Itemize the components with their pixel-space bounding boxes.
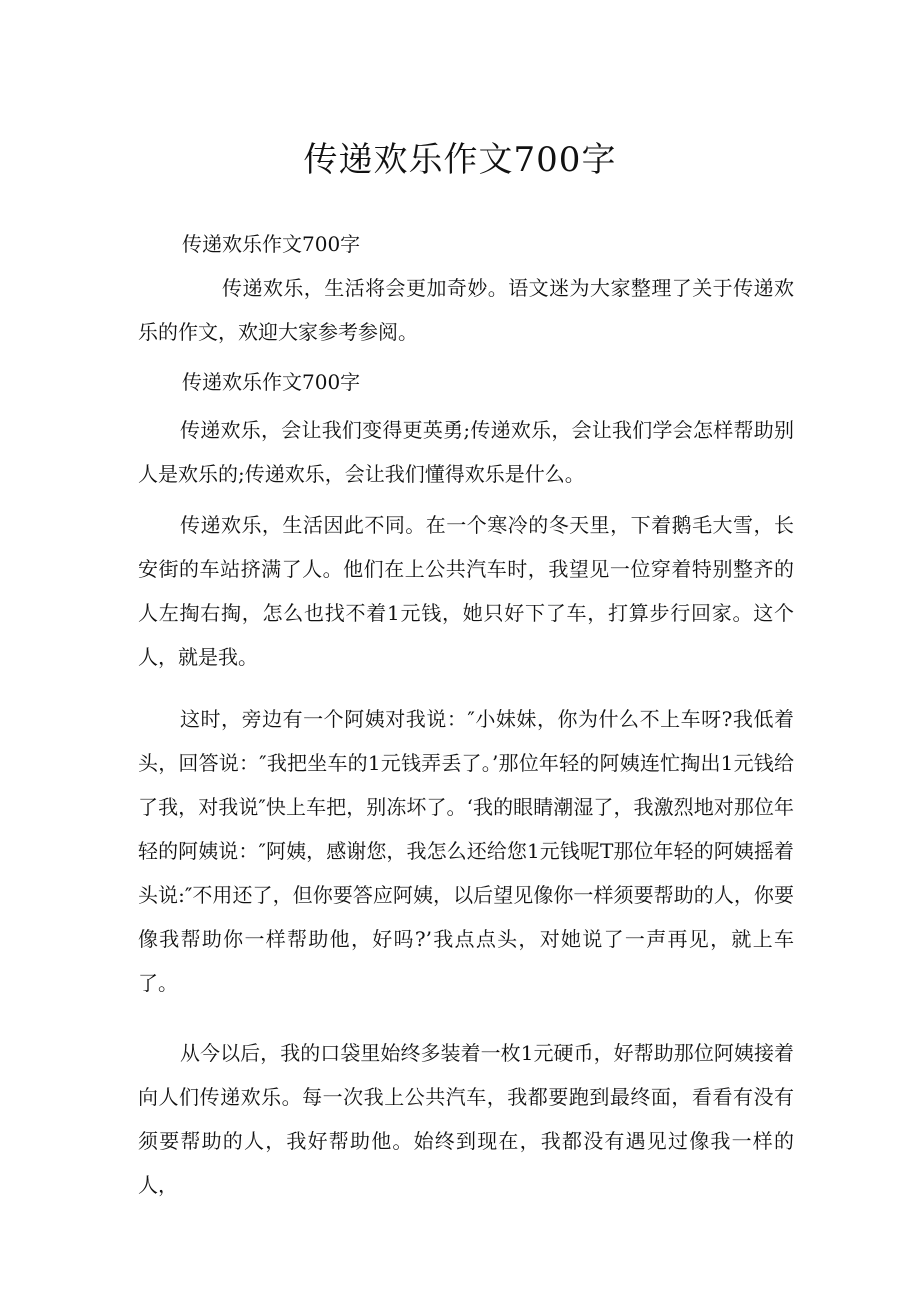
body-paragraph-1: 传递欢乐，会让我们变得更英勇;传递欢乐，会让我们学会怎样帮助别人是欢乐的;传递欢乐，会让我们懂得欢乐是什么。: [138, 418, 794, 486]
intro-paragraph: 传递欢乐，生活将会更加奇妙。语文迷为大家整理了关于传递欢乐的作文，欢迎大家参考参阅。: [138, 276, 794, 344]
body-paragraph-2: 传递欢乐，生活因此不同。在一个寒冷的冬天里，下着鹅毛大雪，长安街的车站挤满了人。他们在上公共汽车时，我望见一位穿着特别整齐的人左掏右掏，怎么也找不着1元钱，她只好下了车，打算步行回家。这个人，就是我。: [138, 513, 794, 669]
subheading-2: 传递欢乐作文700字: [182, 370, 361, 394]
body-paragraph-3: 这时，旁边有一个阿姨对我说：″小妹妹，你为什么不上车呀?我低着头，回答说：″我把坐车的1元钱弄丢了。’那位年轻的阿姨连忙掏出1元钱给了我，对我说″快上车把，别冻坏了。‘我的眼睛潮湿了，我激烈地对那位年轻的阿姨说：″阿姨，感谢您，我怎么还给您1元钱呢T那位年轻的阿姨摇着头说:″不用还了，但你要答应阿姨，以后望见像你一样须要帮助的人，你要像我帮助你一样帮助他，好吗?’我点点头，对她说了一声再见，就上车了。: [138, 707, 794, 995]
subheading-1: 传递欢乐作文700字: [182, 232, 361, 256]
document-title: 传递欢乐作文700字: [303, 140, 617, 180]
body-paragraph-4: 从今以后，我的口袋里始终多装着一枚1元硬币，好帮助那位阿姨接着向人们传递欢乐。每一次我上公共汽车，我都要跑到最终面，看看有没有须要帮助的人，我好帮助他。始终到现在，我都没有遇见过像我一样的人，: [138, 1041, 794, 1197]
